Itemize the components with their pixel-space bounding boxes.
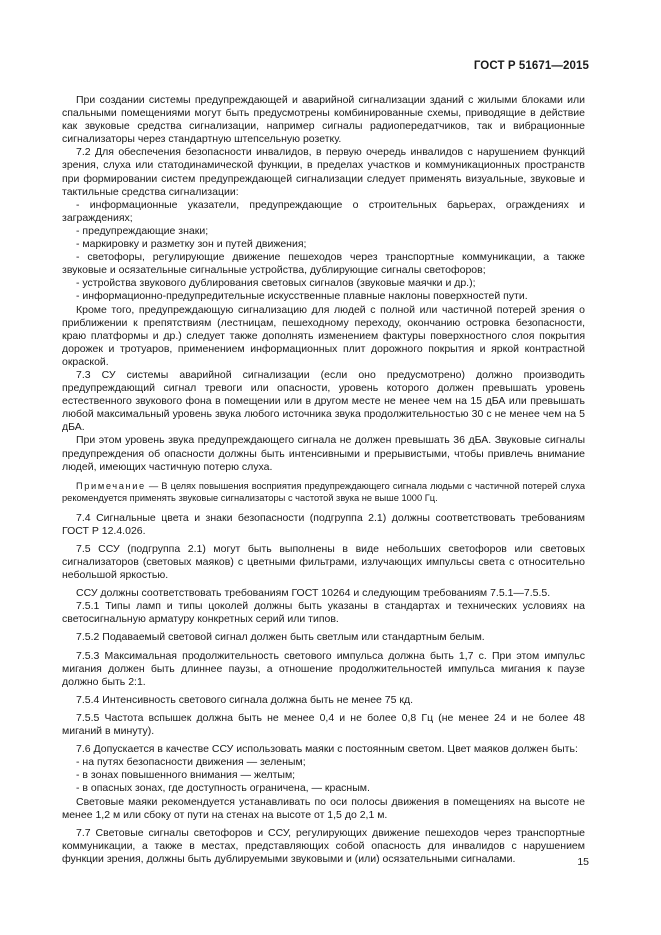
list-item: - устройства звукового дублирования световых сигналов (звуковые маячки и др.); — [76, 277, 476, 290]
note-label: Примечание — [76, 480, 146, 491]
list-item: - в зонах повышенного внимания — желтым; — [76, 769, 296, 782]
page-number: 15 — [577, 856, 589, 868]
paragraph: 7.5 ССУ (подгруппа 2.1) могут быть выполнены в виде небольших светофоров или световых сигнализаторов (световых маяков) с цветными фильтрами, излучающих импульсы света с относительно небольшой яркостью. — [62, 542, 585, 582]
list-item: - светофоры, регулирующие движение пешеходов через транспортные коммуникации, а также звуковые и осязательные сигнальные устройства, дублирующие сигналы светофоров; — [62, 251, 585, 277]
paragraph: Световые маяки рекомендуется устанавливать по оси полосы движения в помещениях на высоте не менее 1,2 м или сбоку от пути на стенах на высоте от 1,5 до 2,1 м. — [62, 795, 585, 821]
list-item: - информационные указатели, предупреждающие о строительных барьерах, ограждениях и заграждениях; — [62, 198, 585, 224]
list-item: - маркировку и разметку зон и путей движения; — [76, 238, 307, 251]
list-item: - предупреждающие знаки; — [76, 224, 209, 237]
paragraph: 7.3 СУ системы аварийной сигнализации (если оно предусмотрено) должно производить предупреждающий сигнал тревоги или опасности, уровень которого должен превышать уровень естественного звукового фона в помещении или в другом месте не менее чем на 15 дБА или превышать любой максимальный уровень звука любого источника звука продолжительностью 30 с не менее чем на 5 дБА. — [62, 368, 585, 434]
paragraph: При этом уровень звука предупреждающего сигнала не должен превышать 36 дБА. Звуковые сигналы предупреждения об опасности должны быть интенсивными и прерывистыми, чтобы привлечь внимание людей, имеющих частичную потерю слуха. — [62, 434, 585, 473]
paragraph: 7.5.3 Максимальная продолжительность светового импульса должна быть 1,7 с. При этом импульс мигания должен быть длиннее паузы, а отношение продолжительностей импульса мигания к паузе должно быть 2:1. — [62, 649, 585, 688]
paragraph: 7.2 Для обеспечения безопасности инвалидов, в первую очередь инвалидов с нарушением функций зрения, слуха или статодинамической функции, в пределах участков и коммуникационных пространств при формировании систем предупреждающей сигнализации следует применять визуальные, звуковые и тактильные средства сигнализации: — [62, 146, 585, 198]
note — [62, 480, 585, 504]
document-header: ГОСТ Р 51671—2015 — [473, 60, 589, 72]
paragraph: При создании системы предупреждающей и аварийной сигнализации зданий с жилыми блоками или спальными помещениями могут быть предусмотрены комбинированные схемы, приводящие в действие как звуковые средства сигнализации, например сигналы радиопередатчиков, так и вибрационные сигнализаторы через стандартную штепсельную розетку. — [62, 94, 585, 146]
paragraph: ССУ должны соответствовать требованиям ГОСТ 10264 и следующим требованиям 7.5.1—7.5.5. — [76, 587, 551, 600]
paragraph: Кроме того, предупреждающую сигнализацию для людей с полной или частичной потерей зрения о приближении к препятствиям (лестницам, пешеходному переходу, окончанию островка безопасности, краю платформы и др.) следует также дополнять изменением фактуры поверхностного слоя покрытия дорожек и тротуаров, применением информационных плит дорожного покрытия и яркой контрастной окраской. — [62, 303, 585, 368]
paragraph: 7.5.1 Типы ламп и типы цоколей должны быть указаны в стандартах и технических условиях на светосигнальную арматуру конкретных серий или типов. — [62, 600, 585, 626]
paragraph: 7.6 Допускается в качестве ССУ использовать маяки с постоянным светом. Цвет маяков должен быть: — [76, 743, 578, 756]
paragraph: 7.5.5 Частота вспышек должна быть не менее 0,4 и не более 0,8 Гц (не менее 24 и не более 48 миганий в минуту). — [62, 711, 585, 738]
document-body — [62, 94, 585, 866]
list-item: - информационно-предупредительные искусственные плавные наклоны поверхностей пути. — [76, 290, 528, 303]
list-item: - на путях безопасности движения — зеленым; — [76, 756, 306, 769]
note-text: — В целях повышения восприятия предупреждающего сигнала людьми с частичной потерей слуха рекомендуется применять звуковые сигнализаторы с частотой звука не выше 1000 Гц. — [62, 480, 585, 503]
paragraph: 7.4 Сигнальные цвета и знаки безопасности (подгруппа 2.1) должны соответствовать требованиям ГОСТ Р 12.4.026. — [62, 511, 585, 537]
paragraph: 7.7 Световые сигналы светофоров и ССУ, регулирующих движение пешеходов через транспортные коммуникации, а также в местах, представляющих собой опасность для инвалидов с нарушением функции зрения, должны быть дублируемыми звуковыми и (или) осязательными сигналами. — [62, 826, 585, 865]
paragraph: 7.5.2 Подаваемый световой сигнал должен быть светлым или стандартным белым. — [76, 631, 485, 644]
list-item: - в опасных зонах, где доступность ограничена, — красным. — [76, 782, 370, 795]
paragraph: 7.5.4 Интенсивность светового сигнала должна быть не менее 75 кд. — [76, 693, 414, 706]
